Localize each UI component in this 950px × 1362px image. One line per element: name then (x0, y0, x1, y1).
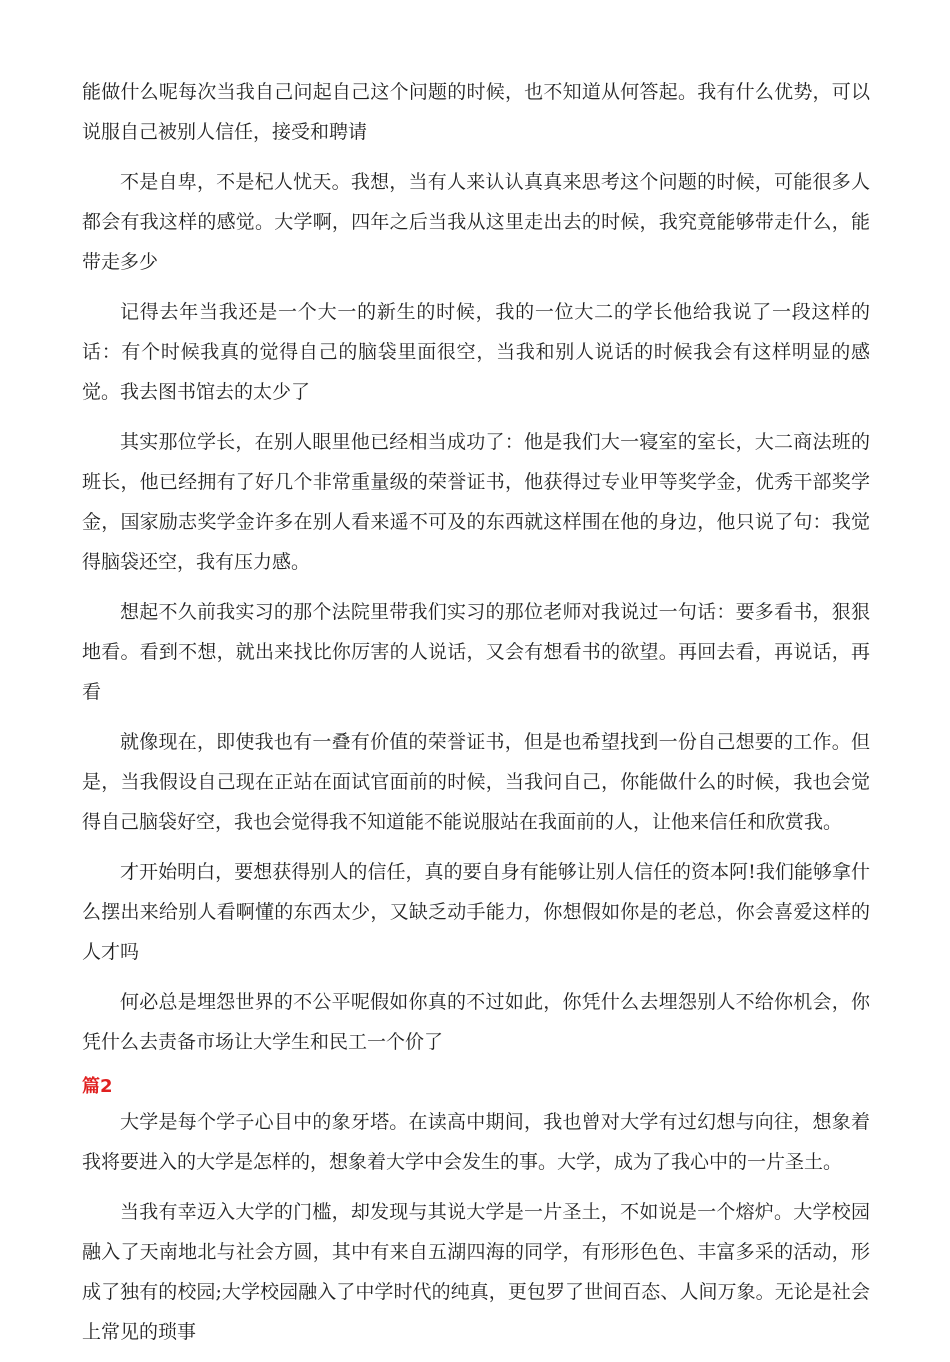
paragraph-6: 就像现在，即使我也有一叠有价值的荣誉证书，但是也希望找到一份自己想要的工作。但是，当我假设自己现在正站在面试官面前的时候，当我问自己，你能做什么的时候，我也会觉得自己脑袋好空，我也会觉得我不知道能不能说服站在我面前的人，让他来信任和欣赏我。 (82, 731, 870, 833)
section-heading: 篇2 (82, 1076, 113, 1097)
paragraph-9: 大学是每个学子心目中的象牙塔。在读高中期间，我也曾对大学有过幻想与向往，想象着我将要进入的大学是怎样的，想象着大学中会发生的事。大学，成为了我心中的一片圣土。 (82, 1111, 870, 1173)
paragraph-3: 记得去年当我还是一个大一的新生的时候，我的一位大二的学长他给我说了一段这样的话：有个时候我真的觉得自己的脑袋里面很空，当我和别人说话的时候我会有这样明显的感觉。我去图书馆去的太少了 (82, 301, 870, 403)
paragraph-10: 当我有幸迈入大学的门槛，却发现与其说大学是一片圣土，不如说是一个熔炉。大学校园融入了天南地北与社会方圆，其中有来自五湖四海的同学，有形形色色、丰富多采的活动，形成了独有的校园;大学校园融入了中学时代的纯真，更包罗了世间百态、人间万象。无论是社会上常见的琐事 (82, 1201, 870, 1343)
paragraph-1: 能做什么呢每次当我自己问起自己这个问题的时候，也不知道从何答起。我有什么优势，可以说服自己被别人信任，接受和聘请 (82, 81, 870, 143)
paragraph-4: 其实那位学长，在别人眼里他已经相当成功了：他是我们大一寝室的室长，大二商法班的班长，他已经拥有了好几个非常重量级的荣誉证书，他获得过专业甲等奖学金，优秀干部奖学金，国家励志奖学金许多在别人看来遥不可及的东西就这样围在他的身边，他只说了句：我觉得脑袋还空，我有压力感。 (82, 431, 870, 573)
paragraph-5: 想起不久前我实习的那个法院里带我们实习的那位老师对我说过一句话：要多看书，狠狠地看。看到不想，就出来找比你厉害的人说话，又会有想看书的欲望。再回去看，再说话，再看 (82, 601, 870, 703)
document-body (82, 72, 870, 1362)
paragraph-7: 才开始明白，要想获得别人的信任，真的要自身有能够让别人信任的资本阿!我们能够拿什么摆出来给别人看啊懂的东西太少，又缺乏动手能力，你想假如你是的老总，你会喜爱这样的人才吗 (82, 861, 870, 963)
paragraph-2: 不是自卑，不是杞人忧天。我想，当有人来认认真真来思考这个问题的时候，可能很多人都会有我这样的感觉。大学啊，四年之后当我从这里走出去的时候，我究竟能够带走什么，能带走多少 (82, 171, 870, 273)
paragraph-8: 何必总是埋怨世界的不公平呢假如你真的不过如此，你凭什么去埋怨别人不给你机会，你凭什么去责备市场让大学生和民工一个价了 (82, 991, 870, 1053)
